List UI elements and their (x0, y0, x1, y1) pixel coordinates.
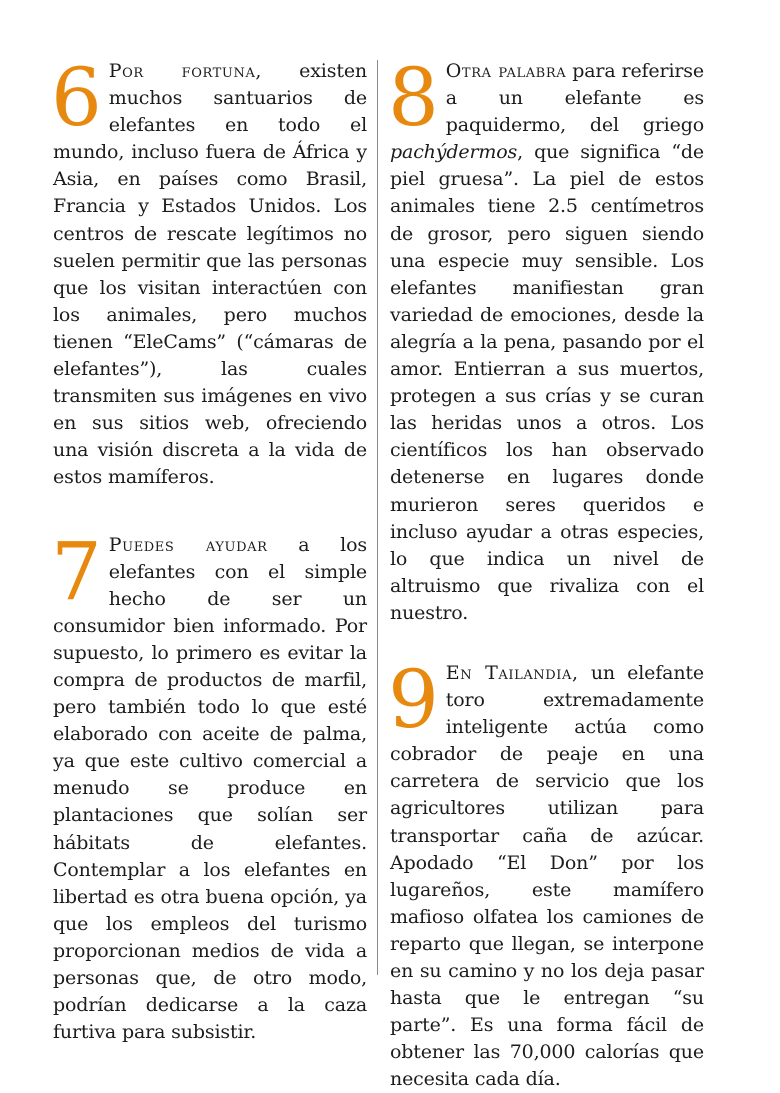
fact-8-body-after: , que significa “de piel gruesa”. La piel de estos animales tiene 2.5 centímetros de grosor, pero siguen siendo una especie muy sensible. Los elefantes manifiestan gran variedad de emociones, desde la alegría a la pena, pasando por el amor. Entierran a sus muertos, protegen a sus crías y se curan las heridas unos a otros. Los científicos los han observado detenerse en lugares donde murieron seres queridos e incluso ayudar a otras especies, lo que indica un nivel de altruismo que rivaliza con el nuestro. (390, 141, 704, 624)
drop-cap-9: 9 (388, 652, 439, 746)
fact-7 (51, 524, 367, 1047)
drop-cap-8: 8 (388, 51, 439, 144)
fact-7-paragraph (51, 524, 367, 1047)
fact-9 (388, 652, 705, 1093)
fact-9-lead: En Tailandia, (445, 661, 579, 684)
fact-8-body-before: para referirse a un elefante es paquidermo, del griego (445, 60, 704, 137)
left-column (51, 51, 368, 1046)
fact-7-lead: Puedes ayudar (108, 533, 268, 556)
fact-6-paragraph (51, 51, 368, 492)
fact-8-lead: Otra palabra (445, 60, 567, 82)
fact-8-greek-term: pachýdermos (390, 141, 518, 164)
fact-7-body: a los elefantes con el simple hecho de ser un consumidor bien informado. Por supuesto, lo primero es evitar la compra de productos de marfil, pero también todo lo que esté elaborado con aceite de palma, ya que este cultivo comercial a menudo se produce en plantaciones que solían ser hábitats de elefantes. Contemplar a los elefantes en libertad es otra buena opción, ya que los empleos del turismo proporcionan medios de vida a personas que, de otro modo, podrían dedicarse a la caza furtiva para subsistir. (53, 533, 367, 1044)
fact-9-paragraph (388, 652, 705, 1093)
fact-8 (388, 51, 704, 627)
fact-6-body: existen muchos santuarios de elefantes en todo el mundo, incluso fuera de África y Asia, en países como Brasil, Francia y Estados Unidos. Los centros de rescate legítimos no suelen permitir que las personas que los visitan interactúen con los animales, pero muchos tienen “EleCams” (“cámaras de elefantes”), las cuales transmiten sus imágenes en vivo en sus sitios web, ofreciendo una visión discreta a la vida de estos mamíferos. (53, 60, 368, 489)
drop-cap-6: 6 (51, 51, 102, 144)
column-divider (377, 60, 378, 975)
right-column (388, 51, 705, 1093)
fact-6-lead: Por fortuna, (108, 60, 263, 82)
fact-9-body: un elefante toro extremadamente inteligente actúa como cobrador de peaje en una carretera de servicio que los agricultores utilizan para transportar caña de azúcar. Apodado “El Don” por los lugareños, este mamífero mafioso olfatea los camiones de reparto que llegan, se interpone en su camino y no los deja pasar hasta que le entregan “su parte”. Es una forma fácil de obtener las 70,000 calorías que necesita cada día. (390, 661, 705, 1091)
fact-8-paragraph (388, 51, 704, 627)
drop-cap-7: 7 (51, 524, 102, 618)
fact-6 (51, 51, 368, 492)
